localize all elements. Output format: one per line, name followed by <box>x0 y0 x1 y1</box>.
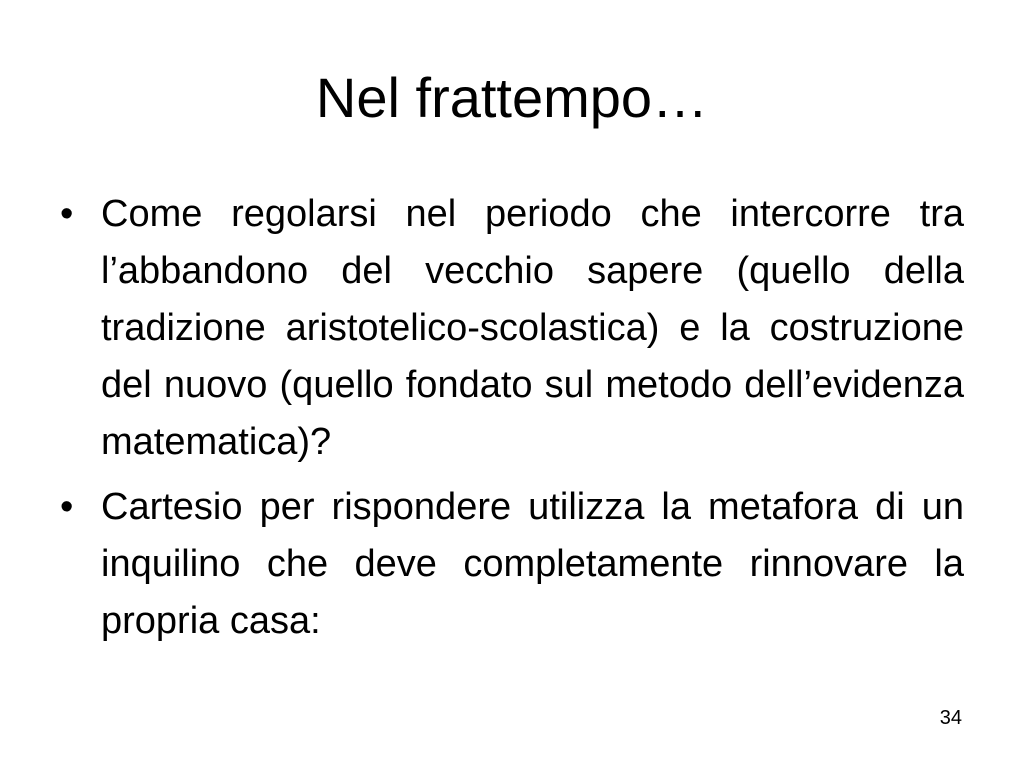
bullet-item-2 <box>60 479 964 650</box>
slide-number: 34 <box>939 707 962 729</box>
slide-title: Nel frattempo… <box>315 66 709 129</box>
bullet-marker-icon: • <box>60 486 74 528</box>
bullet-marker-icon: • <box>60 193 74 235</box>
bullet-text: Cartesio per rispondere utilizza la metafora di un inquilino che deve completamente rinnovare la propria casa: <box>101 486 964 642</box>
bullet-item-1 <box>60 186 964 471</box>
bullet-list <box>60 186 964 658</box>
bullet-text: Come regolarsi nel periodo che intercorre tra l’abbandono del vecchio sapere (quello della tradizione aristotelico-scolastica) e la costruzione del nuovo (quello fondato sul metodo dell’evidenza matematica)? <box>101 193 964 463</box>
